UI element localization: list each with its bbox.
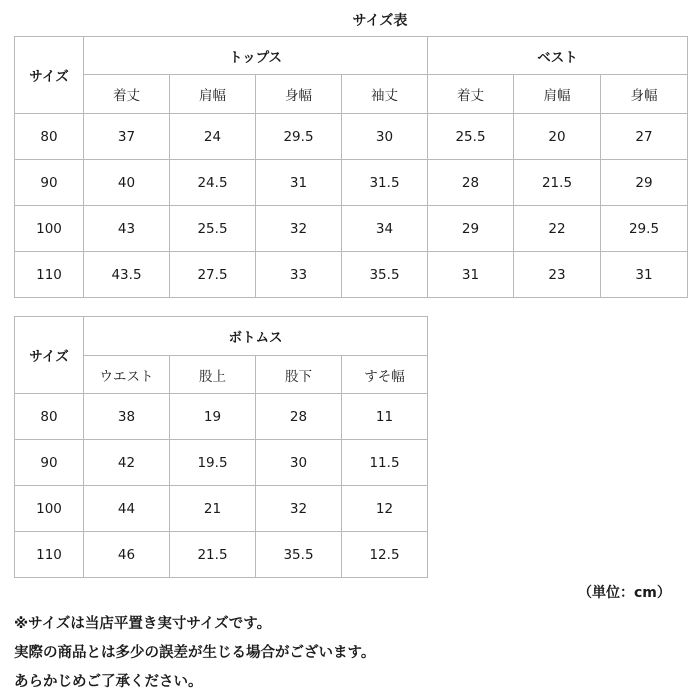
value-cell: 42: [84, 440, 170, 486]
note-line: あらかじめご了承ください。: [14, 674, 203, 690]
size-cell: 110: [15, 532, 84, 578]
column-header: 股上: [170, 356, 256, 394]
value-cell: 31: [256, 160, 342, 206]
value-cell: 29.5: [256, 114, 342, 160]
column-header: 着丈: [84, 75, 170, 114]
notes: [14, 610, 375, 697]
value-cell: 23: [514, 252, 601, 298]
table-row: [15, 252, 688, 298]
value-cell: 32: [256, 206, 342, 252]
value-cell: 11: [342, 394, 428, 440]
value-cell: 25.5: [428, 114, 514, 160]
bottoms-size-table: [14, 316, 428, 578]
value-cell: 32: [256, 486, 342, 532]
value-cell: 29: [601, 160, 688, 206]
table-row: [15, 394, 428, 440]
tops-vest-size-table: [14, 36, 688, 298]
value-cell: 24: [170, 114, 256, 160]
unit-label: （単位：cm）: [578, 585, 671, 601]
value-cell: 21: [170, 486, 256, 532]
value-cell: 31.5: [342, 160, 428, 206]
value-cell: 12.5: [342, 532, 428, 578]
value-cell: 37: [84, 114, 170, 160]
value-cell: 12: [342, 486, 428, 532]
column-header: 袖丈: [342, 75, 428, 114]
table-row: [15, 486, 428, 532]
vest-group-header: ベスト: [428, 37, 688, 75]
value-cell: 27.5: [170, 252, 256, 298]
value-cell: 43.5: [84, 252, 170, 298]
value-cell: 40: [84, 160, 170, 206]
column-header: 着丈: [428, 75, 514, 114]
bottoms-group-header: ボトムス: [84, 317, 428, 356]
value-cell: 19.5: [170, 440, 256, 486]
table-row: [15, 114, 688, 160]
value-cell: 34: [342, 206, 428, 252]
size-cell: 90: [15, 440, 84, 486]
value-cell: 35.5: [256, 532, 342, 578]
value-cell: 33: [256, 252, 342, 298]
size-cell: 90: [15, 160, 84, 206]
value-cell: 31: [601, 252, 688, 298]
table-row: [15, 532, 428, 578]
value-cell: 35.5: [342, 252, 428, 298]
value-cell: 28: [428, 160, 514, 206]
value-cell: 27: [601, 114, 688, 160]
chart-title: サイズ表: [352, 13, 408, 29]
value-cell: 46: [84, 532, 170, 578]
size-header: サイズ: [15, 37, 84, 114]
size-cell: 100: [15, 486, 84, 532]
value-cell: 24.5: [170, 160, 256, 206]
value-cell: 21.5: [514, 160, 601, 206]
size-cell: 100: [15, 206, 84, 252]
note-line: ※サイズは当店平置き実寸サイズです。: [14, 616, 272, 632]
size-header: サイズ: [15, 317, 84, 394]
value-cell: 11.5: [342, 440, 428, 486]
value-cell: 21.5: [170, 532, 256, 578]
value-cell: 29: [428, 206, 514, 252]
size-cell: 80: [15, 114, 84, 160]
value-cell: 25.5: [170, 206, 256, 252]
value-cell: 44: [84, 486, 170, 532]
column-header: ウエスト: [84, 356, 170, 394]
column-header: 身幅: [601, 75, 688, 114]
value-cell: 28: [256, 394, 342, 440]
column-header: すそ幅: [342, 356, 428, 394]
note-line: 実際の商品とは多少の誤差が生じる場合がございます。: [14, 645, 376, 661]
value-cell: 22: [514, 206, 601, 252]
column-header: 身幅: [256, 75, 342, 114]
column-header: 股下: [256, 356, 342, 394]
column-header: 肩幅: [514, 75, 601, 114]
table-row: [15, 206, 688, 252]
column-header: 肩幅: [170, 75, 256, 114]
size-cell: 80: [15, 394, 84, 440]
value-cell: 30: [256, 440, 342, 486]
value-cell: 43: [84, 206, 170, 252]
size-cell: 110: [15, 252, 84, 298]
value-cell: 20: [514, 114, 601, 160]
table-row: [15, 440, 428, 486]
tops-group-header: トップス: [84, 37, 428, 75]
value-cell: 38: [84, 394, 170, 440]
value-cell: 31: [428, 252, 514, 298]
table-row: [15, 160, 688, 206]
value-cell: 19: [170, 394, 256, 440]
value-cell: 29.5: [601, 206, 688, 252]
value-cell: 30: [342, 114, 428, 160]
